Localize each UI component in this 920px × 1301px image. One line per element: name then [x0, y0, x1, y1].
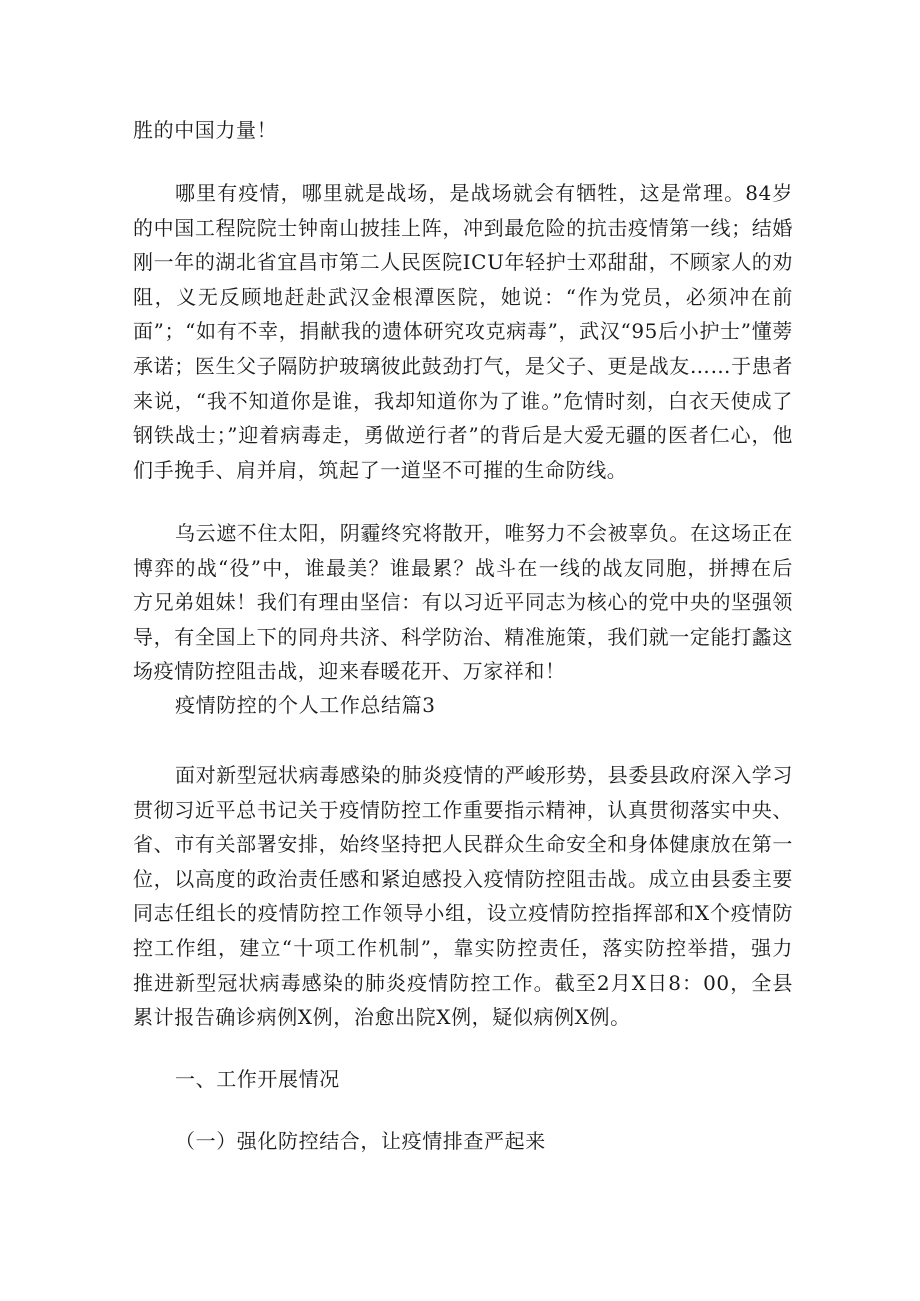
heading-work-progress: 一、工作开展情况: [175, 1067, 340, 1091]
paragraph-heroes: 哪里有疫情，哪里就是战场，是战场就会有牺牲，这是常理。84岁的中国工程院院士钟南山披挂上阵，冲到最危险的抗击疫情第一线；结婚刚一年的湖北省宜昌市第二人民医院ICU年轻护士邓甜甜，不顾家人的劝阻，义无反顾地赶赴武汉金根潭医院，她说：“作为党员，必须冲在前面”；“如有不幸，捐献我的遗体研究攻克病毒”，武汉“95后小护士”懂蒡承诺；医生父子隔防护玻璃彼此鼓劲打气，是父子、更是战友……于患者来说，“我不知道你是谁，我却知道你为了谁。”危情时刻，白衣天使成了钢铁战士；”迎着病毒走，勇做逆行者”的背后是大爱无疆的医者仁心，他们手挽手、肩并肩，筑起了一道坚不可摧的生命防线。: [133, 181, 793, 482]
paragraph-confidence: 乌云遮不住太阳，阴霾终究将散开，唯努力不会被辜负。在这场正在博弈的战“役”中，谁最美？谁最累？战斗在一线的战友同胞，拼搏在后方兄弟姐妹！我们有理由坚信：有以习近平同志为核心的党中央的坚强领导，有全国上下的同舟共济、科学防治、精准施策，我们就一定能打蠡这场疫情防控阻击战，迎来春暖花开、万家祥和！: [133, 521, 793, 684]
paragraph-county-response: 面对新型冠状病毒感染的肺炎疫情的严峻形势，县委县政府深入学习贯彻习近平总书记关于疫情防控工作重要指示精神，认真贯彻落实中央、省、市有关部署安排，始终坚持把人民群众生命安全和身体健康放在第一位，以高度的政治责任感和紧迫感投入疫情防控阻击战。成立由县委主要同志任组长的疫情防控工作领导小组，设立疫情防控指挥部和X个疫情防控工作组，建立“十项工作机制”，靠实防控责任，落实防控举措，强力推进新型冠状病毒感染的肺炎疫情防控工作。截至2月X日8：00，全县累计报告确诊病例X例，治愈出院X例，疑似病例X例。: [133, 763, 793, 1030]
section-title-part3: 疫情防控的个人工作总结篇3: [175, 693, 436, 717]
paragraph-fragment: 胜的中国力量！: [133, 118, 278, 142]
subheading-prevention: （一）强化防控结合，让疫情排查严起来: [175, 1129, 546, 1153]
